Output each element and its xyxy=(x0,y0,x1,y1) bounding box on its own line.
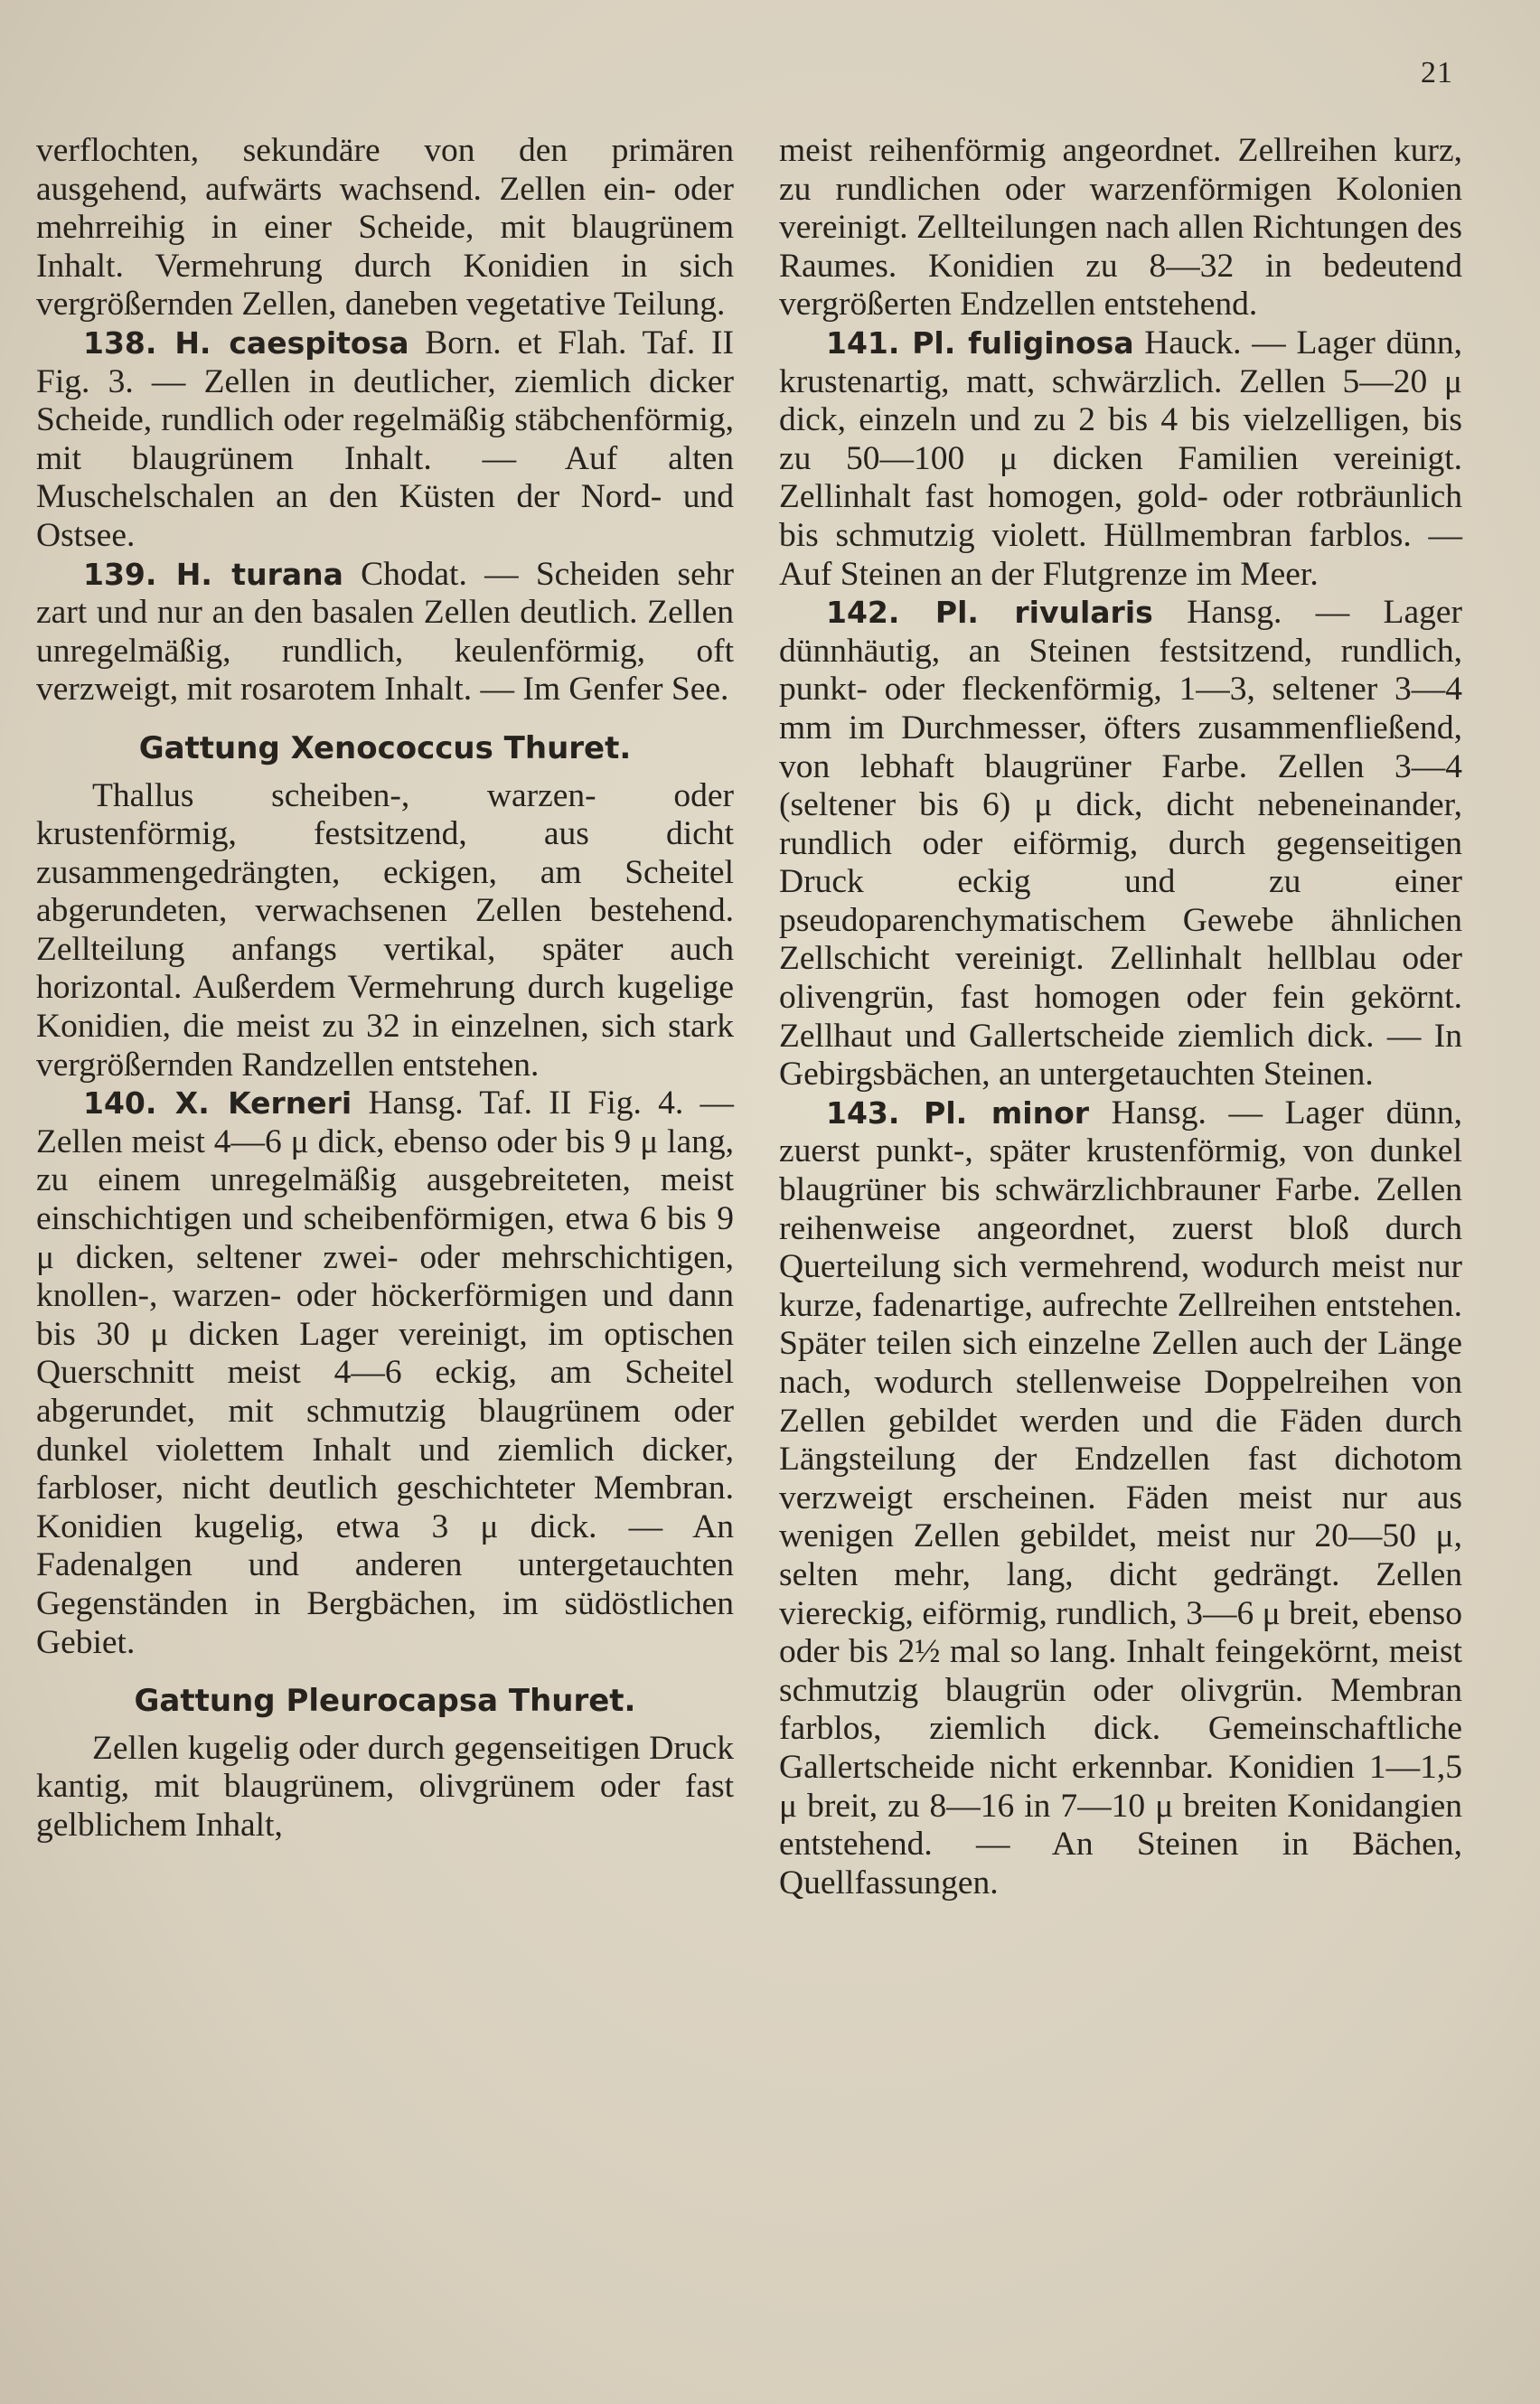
genus-heading-pleurocapsa: Gattung Pleurocapsa Thuret. xyxy=(134,1683,636,1720)
species-entry-143 xyxy=(779,1094,1462,1902)
species-text: Hansg. — Lager dünn, zuerst punkt-, später krustenförmig, von dunkel blaugrüner bis schwärzlichbrauner Farbe. Zellen reihenweise angeordnet, zuerst bloß durch Querteilung sich vermehrend, wodurch meist nur kurze, fadenartige, aufrechte Zellreihen entstehen. Später teilen sich einzelne Zellen auch der Länge nach, wodurch stellenweise Doppelreihen von Zellen gebildet werden und die Fäden durch Längsteilung der Endzellen fast dichotom verzweigt erscheinen. Fäden meist nur aus wenigen Zellen gebildet, meist nur 20—50 μ, selten mehr, lang, dicht gedrängt. Zellen viereckig, eiförmig, rundlich, 3—6 μ breit, ebenso oder bis 2½ mal so lang. Inhalt feingekörnt, meist schmutzig blaugrün oder olivgrün. Membran farblos, ziemlich dick. Gemeinschaftliche Gallertscheide nicht erkennbar. Konidien 1—1,5 μ breit, zu 8—16 in 7—10 μ breiten Konidangien entstehend. — An Steinen in Bächen, Quellfassungen. xyxy=(779,1094,1462,1902)
genus-description-xenococcus: Thallus scheiben-, warzen- oder krustenförmig, festsitzend, aus dicht zusammengedrängten, eckigen, am Scheitel abgerundeten, verwachsenen Zellen bestehend. Zellteilung anfangs vertikal, später auch horizontal. Außerdem Vermehrung durch kugelige Konidien, die meist zu 32 in einzelnen, sich stark vergrößernden Randzellen entstehen. xyxy=(36,776,734,1084)
species-name: 142. Pl. rivularis xyxy=(826,595,1153,631)
species-text: Hauck. — Lager dünn, krustenartig, matt, schwärzlich. Zellen 5—20 μ dick, einzeln und zu 2 bis 4 bis vielzelligen, bis zu 50—100 μ dicken Familien vereinigt. Zellinhalt fast homogen, gold- oder rotbräunlich bis schmutzig violett. Hüllmembran farblos. — Auf Steinen an der Flutgrenze im Meer. xyxy=(779,324,1462,593)
left-column xyxy=(36,132,734,1845)
species-name: 140. X. Kerneri xyxy=(83,1085,352,1122)
genus-description-pleurocapsa: Zellen kugelig oder durch gegenseitigen Druck kantig, mit blaugrünem, olivgrünem oder fast gelblichem Inhalt, xyxy=(36,1729,734,1844)
species-name: 143. Pl. minor xyxy=(826,1094,1090,1131)
species-entry-139 xyxy=(36,556,734,709)
species-entry-138 xyxy=(36,324,734,556)
page-number: 21 xyxy=(1421,56,1453,89)
species-entry-141 xyxy=(779,324,1462,594)
species-text: Hansg. Taf. II Fig. 4. — Zellen meist 4—6 μ dick, ebenso oder bis 9 μ lang, zu einem unregelmäßig ausgebreiteten, meist einschichtigen und scheibenförmigen, etwa 6 bis 9 μ dicken, seltener zwei- oder mehrschichtigen, knollen-, warzen- oder höckerförmigen und dann bis 30 μ dicken Lager vereinigt, im optischen Querschnitt meist 4—6 eckig, am Scheitel abgerundet, mit schmutzig blaugrünem oder dunkel violettem Inhalt und ziemlich dicker, farbloser, nicht deutlich geschichteter Membran. Konidien kugelig, etwa 3 μ dick. — An Fadenalgen und anderen untergetauchten Gegenständen in Bergbächen, im südöstlichen Gebiet. xyxy=(36,1085,734,1661)
right-column xyxy=(779,132,1462,1902)
species-name: 141. Pl. fuliginosa xyxy=(826,324,1134,361)
species-name: 139. H. turana xyxy=(83,556,343,592)
species-entry-142 xyxy=(779,594,1462,1094)
species-text: Chodat. — Scheiden sehr zart und nur an den basalen Zellen deutlich. Zellen unregelmäßig, rundlich, keulenförmig, oft verzweigt, mit rosarotem Inhalt. — Im Genfer See. xyxy=(36,555,734,709)
species-entry-140 xyxy=(36,1085,734,1662)
species-text: Hansg. — Lager dünnhäutig, an Steinen festsitzend, rundlich, punkt- oder fleckenförmig, 1—3, seltener 3—4 mm im Durchmesser, öfters zusammenfließend, von lebhaft blaugrüner Farbe. Zellen 3—4 (seltener bis 6) μ dick, dicht nebeneinander, rundlich oder eiförmig, durch gegenseitigen Druck eckig und zu einer pseudoparenchymatischem Gewebe ähnlichen Zellschicht vereinigt. Zellinhalt hellblau oder olivengrün, fast homogen oder fein gekörnt. Zellhaut und Gallertscheide ziemlich dick. — In Gebirgsbächen, an untergetauchten Steinen. xyxy=(779,594,1462,1094)
genus-description-continued: verflochten, sekundäre von den primären ausgehend, aufwärts wachsend. Zellen ein- oder mehrreihig in einer Scheide, mit blaugrünem Inhalt. Vermehrung durch Konidien in sich vergrößernden Zellen, daneben vegetative Teilung. xyxy=(36,132,734,324)
species-text: Born. et Flah. Taf. II Fig. 3. — Zellen in deutlicher, ziemlich dicker Scheide, rundlich oder regelmäßig stäbchenförmig, mit blaugrünem Inhalt. — Auf alten Muschelschalen an den Küsten der Nord- und Ostsee. xyxy=(36,324,734,554)
species-name: 138. H. caespitosa xyxy=(83,324,409,361)
genus-description-continued: meist reihenförmig angeordnet. Zellreihen kurz, zu rundlichen oder warzenförmigen Kolonien vereinigt. Zellteilungen nach allen Richtungen des Raumes. Konidien zu 8—32 in bedeutend vergrößerten Endzellen entstehend. xyxy=(779,132,1463,324)
genus-heading-xenococcus: Gattung Xenococcus Thuret. xyxy=(138,729,632,766)
